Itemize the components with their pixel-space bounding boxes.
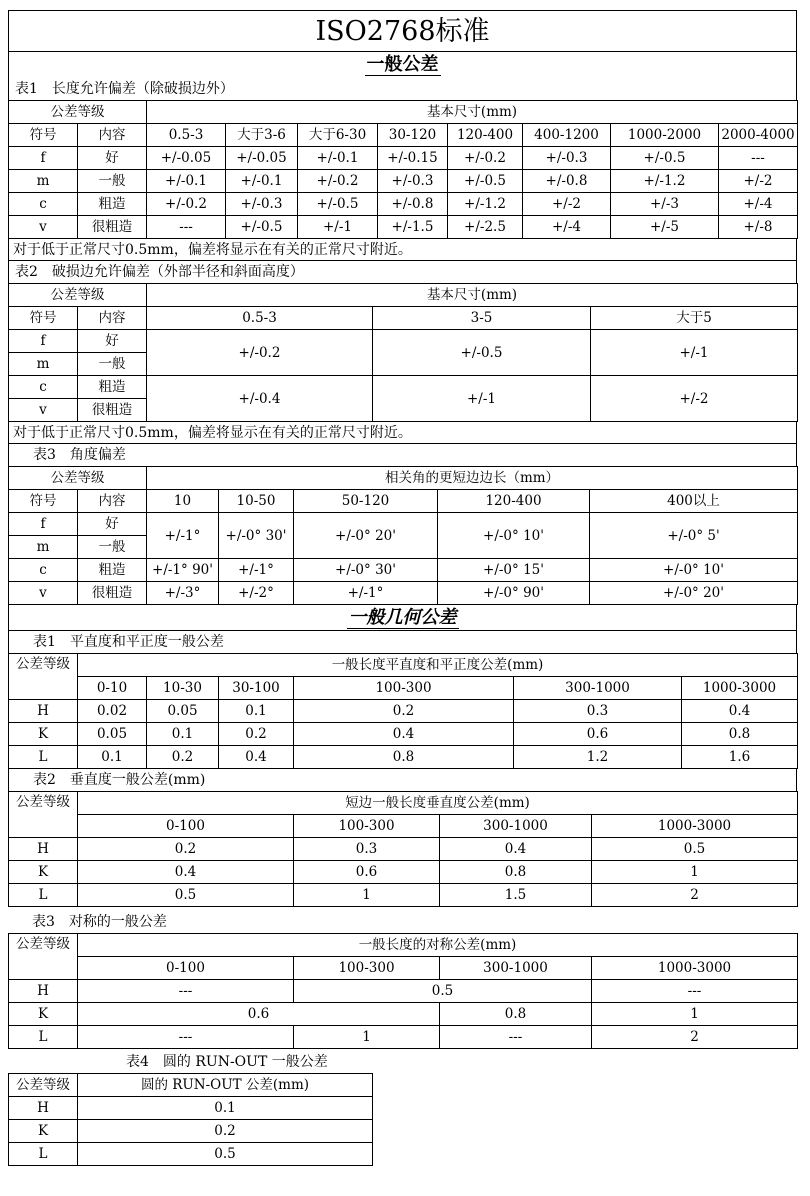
- table-row: f 好 +/-0.05 +/-0.05 +/-0.1 +/-0.15 +/-0.2 +/-0.3 +/-0.5 ---: [9, 147, 798, 170]
- header-grade: 公差等级: [9, 467, 147, 490]
- geo-table1-caption: 表1 平直度和平正度一般公差: [8, 631, 797, 653]
- header-symbol: 符号: [9, 490, 78, 513]
- geo-table2-caption: 表2 垂直度一般公差(mm): [8, 769, 797, 791]
- geo-table4-caption: 表4 圆的 RUN-OUT 一般公差: [126, 1054, 328, 1070]
- col-header: 0-100: [78, 957, 294, 980]
- page-title: ISO2768标准: [8, 10, 797, 52]
- table-row: f 好 +/-1° +/-0° 30' +/-0° 20' +/-0° 10' +/-0° 5': [9, 513, 798, 536]
- header-content: 内容: [78, 124, 147, 147]
- table-row: H 0.02 0.05 0.1 0.2 0.3 0.4: [9, 700, 798, 723]
- table-row: v 很粗造 +/-3° +/-2° +/-1° +/-0° 90' +/-0° 20': [9, 582, 798, 605]
- table-row: m 一般: [9, 353, 798, 376]
- table-row: c 粗造 +/-1° 90' +/-1° +/-0° 30' +/-0° 15' +/-0° 10': [9, 559, 798, 582]
- length-tolerance-table: [8, 100, 798, 239]
- table-row: f 好 +/-0.2 +/-0.5 +/-1: [9, 330, 798, 353]
- table-row: L 0.1 0.2 0.4 0.8 1.2 1.6: [9, 746, 798, 769]
- table-row: K 0.6 0.8 1: [9, 1003, 798, 1026]
- col-header: 300-1000: [514, 677, 682, 700]
- col-header: 30-100: [219, 677, 294, 700]
- col-header: 1000-3000: [682, 677, 798, 700]
- col-header: 0-100: [78, 815, 294, 838]
- table-row: L 0.5 1 1.5 2: [9, 884, 798, 907]
- table-row: m 一般 +/-0.1 +/-0.1 +/-0.2 +/-0.3 +/-0.5 +/-0.8 +/-1.2 +/-2: [9, 170, 798, 193]
- col-header: 400以上: [590, 490, 798, 513]
- header-grade: 公差等级: [9, 654, 78, 700]
- table2-caption: 表2 破损边允许偏差（外部半径和斜面高度）: [8, 261, 797, 283]
- table2-note: 对于低于正常尺寸0.5mm，偏差将显示在有关的正常尺寸附近。: [8, 422, 797, 444]
- header-basic-size: 基本尺寸(mm): [147, 284, 798, 307]
- col-header: 100-300: [294, 957, 440, 980]
- table-row: K 0.05 0.1 0.2 0.4 0.6 0.8: [9, 723, 798, 746]
- col-header: 100-300: [294, 677, 514, 700]
- col-header: 300-1000: [440, 815, 592, 838]
- geo-table3-caption: 表3 对称的一般公差: [32, 914, 167, 930]
- col-header: 10: [147, 490, 219, 513]
- perpendicularity-table: [8, 791, 798, 907]
- table-row: v 很粗造: [9, 399, 798, 422]
- header-content: 内容: [78, 490, 147, 513]
- header-grade: 公差等级: [9, 284, 147, 307]
- table-row: L 0.5: [9, 1143, 373, 1166]
- col-header: 0-10: [78, 677, 147, 700]
- header-symmetry: 一般长度的对称公差(mm): [78, 934, 798, 957]
- section-heading-general-tolerance: 一般公差: [8, 52, 797, 78]
- table1-caption: 表1 长度允许偏差（除破损边外）: [8, 78, 797, 100]
- col-header: 120-400: [438, 490, 590, 513]
- header-grade: 公差等级: [9, 101, 147, 124]
- table-row: m 一般: [9, 536, 798, 559]
- header-symbol: 符号: [9, 307, 78, 330]
- header-grade: 公差等级: [9, 792, 78, 838]
- col-header: 大于5: [591, 307, 798, 330]
- col-header: 1000-3000: [592, 815, 798, 838]
- table-row: H 0.1: [9, 1097, 373, 1120]
- header-flatness: 一般长度平直度和平正度公差(mm): [78, 654, 798, 677]
- header-content: 内容: [78, 307, 147, 330]
- header-perpendicularity: 短边一般长度垂直度公差(mm): [78, 792, 798, 815]
- table-row: v 很粗造 --- +/-0.5 +/-1 +/-1.5 +/-2.5 +/-4 +/-5 +/-8: [9, 216, 798, 239]
- table1-note: 对于低于正常尺寸0.5mm，偏差将显示在有关的正常尺寸附近。: [8, 239, 797, 261]
- col-header: 50-120: [294, 490, 438, 513]
- col-header: 10-30: [147, 677, 219, 700]
- header-basic-size: 基本尺寸(mm): [147, 101, 798, 124]
- col-header: 100-300: [294, 815, 440, 838]
- col-header: 10-50: [219, 490, 294, 513]
- table-row: H 0.2 0.3 0.4 0.5: [9, 838, 798, 861]
- document-sheet: [8, 10, 797, 1166]
- header-short-side: 相关角的更短边边长（mm）: [147, 467, 798, 490]
- col-header: 大于3-6: [226, 124, 298, 147]
- col-header: 400-1200: [523, 124, 611, 147]
- runout-table: [8, 1073, 373, 1166]
- table-row: c 粗造 +/-0.2 +/-0.3 +/-0.5 +/-0.8 +/-1.2 +/-2 +/-3 +/-4: [9, 193, 798, 216]
- col-header: 30-120: [378, 124, 448, 147]
- table3-caption: 表3 角度偏差: [8, 444, 797, 466]
- col-header: 0.5-3: [147, 124, 226, 147]
- header-runout: 圆的 RUN-OUT 公差(mm): [78, 1074, 373, 1097]
- angle-tolerance-table: [8, 466, 798, 605]
- table-row: L --- 1 --- 2: [9, 1026, 798, 1049]
- flatness-table: [8, 653, 798, 769]
- col-header: 3-5: [373, 307, 591, 330]
- col-header: 120-400: [448, 124, 523, 147]
- symmetry-table: [8, 933, 798, 1049]
- header-grade: 公差等级: [9, 1074, 78, 1097]
- header-grade: 公差等级: [9, 934, 78, 980]
- section-heading-geometric-tolerance: 一般几何公差: [8, 605, 797, 631]
- table-row: K 0.2: [9, 1120, 373, 1143]
- col-header: 0.5-3: [147, 307, 373, 330]
- col-header: 大于6-30: [298, 124, 378, 147]
- header-symbol: 符号: [9, 124, 78, 147]
- col-header: 300-1000: [440, 957, 592, 980]
- table-row: K 0.4 0.6 0.8 1: [9, 861, 798, 884]
- col-header: 1000-2000: [611, 124, 719, 147]
- broken-edge-table: [8, 283, 798, 422]
- col-header: 2000-4000: [719, 124, 798, 147]
- col-header: 1000-3000: [592, 957, 798, 980]
- table-row: c 粗造 +/-0.4 +/-1 +/-2: [9, 376, 798, 399]
- table-row: H --- 0.5 ---: [9, 980, 798, 1003]
